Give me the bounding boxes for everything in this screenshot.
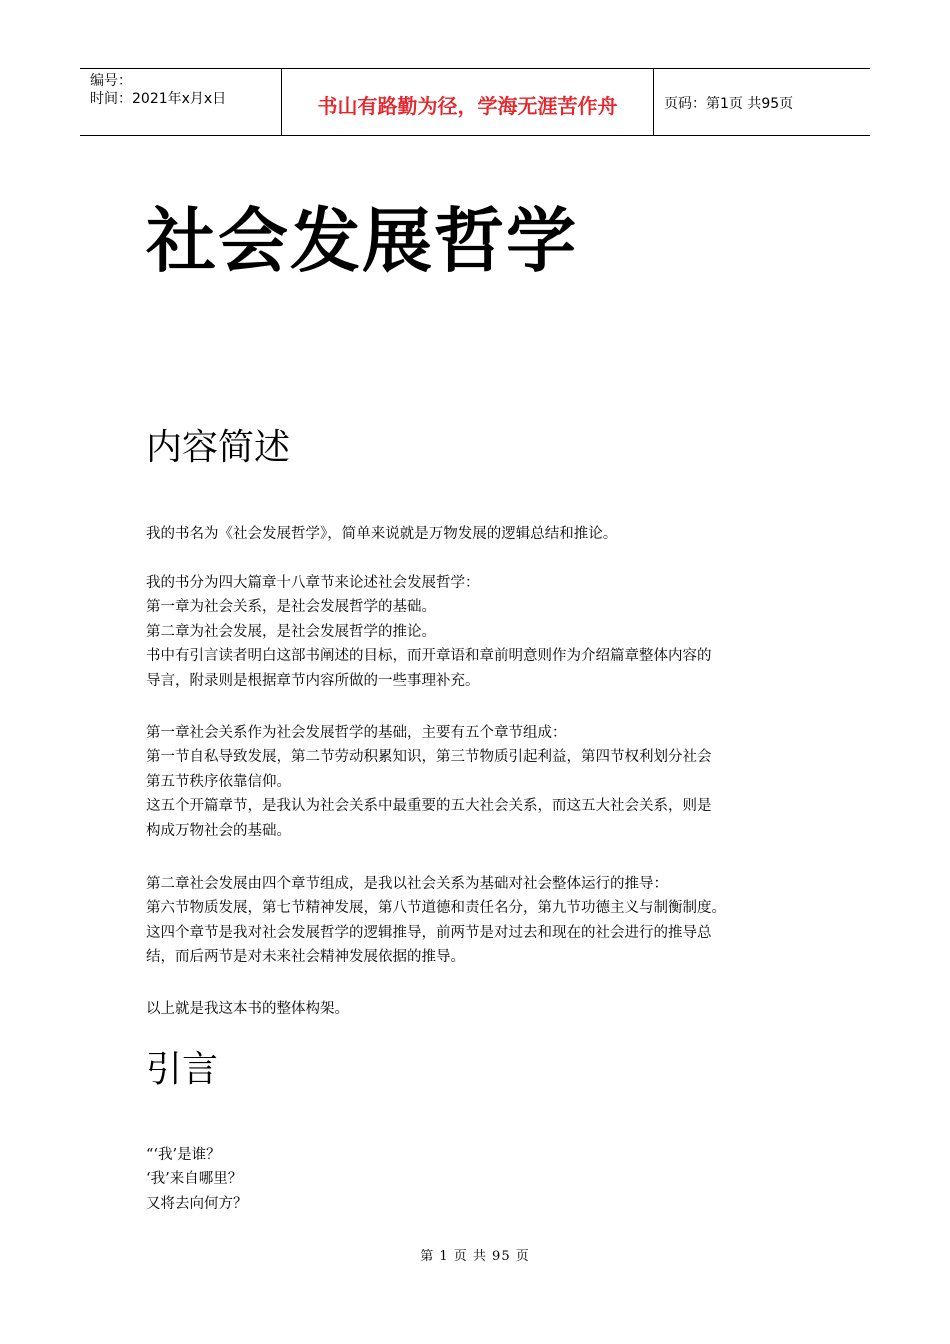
page-footer: 第 1 页 共 95 页 [420, 1249, 530, 1264]
paragraph-line: “‘我’是谁？ [146, 1147, 221, 1163]
paragraph-5 [146, 997, 816, 1021]
paragraph-1 [146, 522, 816, 546]
paragraph-line: 第二章为社会发展，是社会发展哲学的推论。 [146, 623, 436, 640]
paragraph-line: 这四个章节是我对社会发展哲学的逻辑推导，前两节是对过去和现在的社会进行的推导总 [146, 924, 712, 941]
header-meta-cell [80, 69, 282, 135]
page-header [80, 68, 870, 136]
document-title: 社会发展哲学 [146, 199, 578, 282]
paragraph-line: 第一节自私导致发展，第二节劳动积累知识，第三节物质引起利益，第四节权利划分社会 [146, 749, 712, 766]
paragraph-line: 构成万物社会的基础。 [146, 822, 291, 839]
serial-label: 编号： [90, 73, 132, 89]
paragraph-line: 以上就是我这本书的整体构架。 [146, 1001, 349, 1017]
paragraph-line: 第一章社会关系作为社会发展哲学的基础，主要有五个章节组成： [146, 725, 567, 741]
paragraph-line: 第五节秩序依靠信仰。 [146, 773, 291, 790]
paragraph-line: 第一章为社会关系，是社会发展哲学的基础。 [146, 599, 436, 616]
paragraph-6 [146, 1143, 816, 1216]
section-heading-intro: 引言 [146, 1049, 219, 1090]
paragraph-line: 导言，附录则是根据章节内容所做的一些事理补充。 [146, 672, 480, 689]
header-page-info: 页码：第1页 共95页 [664, 96, 794, 112]
date-label: 时间：2021年x月x日 [90, 91, 227, 107]
header-motto: 书山有路勤为径，学海无涯苦作舟 [282, 69, 654, 135]
paragraph-line: ‘我’来自哪里？ [146, 1171, 243, 1188]
paragraph-2 [146, 571, 816, 693]
paragraph-3 [146, 721, 816, 843]
paragraph-line: 书中有引言读者明白这部书阐述的目标，而开章语和章前明意则作为介绍篇章整体内容的 [146, 648, 712, 665]
section-heading-summary: 内容简述 [146, 427, 291, 468]
paragraph-line: 第六节物质发展，第七节精神发展，第八节道德和责任名分，第九节功德主义与制衡制度。 [146, 900, 726, 917]
paragraph-line: 这五个开篇章节，是我认为社会关系中最重要的五大社会关系，而这五大社会关系，则是 [146, 798, 712, 815]
paragraph-line: 我的书分为四大篇章十八章节来论述社会发展哲学： [146, 575, 480, 591]
paragraph-line: 第二章社会发展由四个章节组成，是我以社会关系为基础对社会整体运行的推导： [146, 876, 668, 892]
paragraph-4 [146, 872, 816, 970]
paragraph-line: 我的书名为《社会发展哲学》，简单来说就是万物发展的逻辑总结和推论。 [146, 526, 618, 542]
paragraph-line: 又将去向何方？ [146, 1195, 248, 1212]
paragraph-line: 结，而后两节是对未来社会精神发展依据的推导。 [146, 949, 465, 966]
